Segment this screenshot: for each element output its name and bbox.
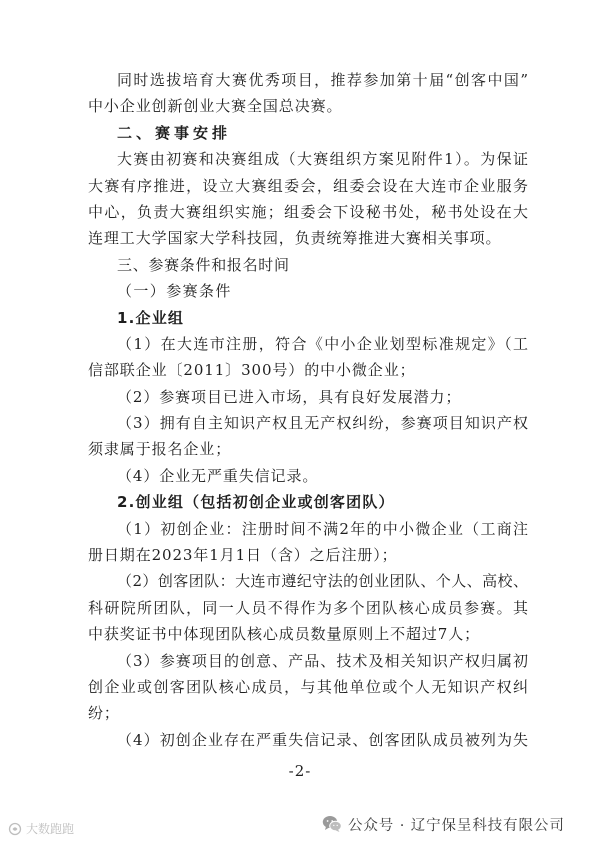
document-body [0, 67, 600, 753]
paragraph-line: 中小企业创新创业大赛全国总决赛。 [88, 97, 343, 116]
paragraph-line: 科研院所团队，同一人员不得作为多个团队核心成员参赛。其 [88, 598, 528, 617]
paragraph-line: 大赛由初赛和决赛组成（大赛组织方案见附件1）。为保证 [117, 150, 528, 169]
logo-icon [8, 821, 22, 835]
paragraph-line: （3）拥有自主知识产权且无产权纠纷，参赛项目知识产权 [117, 414, 528, 433]
group-heading: 1.企业组 [117, 308, 185, 327]
paragraph-line: 连理工大学国家大学科技园，负责统筹推进大赛相关事项。 [88, 229, 502, 248]
section-heading: 二、赛事安排 [117, 123, 232, 142]
paragraph-line: 创企业或创客团队核心成员，与其他单位或个人无知识产权纠 [88, 677, 528, 696]
paragraph-line: （1）在大连市注册，符合《中小企业划型标准规定》（工 [117, 334, 528, 353]
paragraph-line: 中获奖证书中体现团队核心成员数量原则上不超过7人； [88, 625, 481, 644]
account-watermark [322, 812, 565, 836]
paragraph-line: 纷； [88, 704, 120, 723]
paragraph-line: 大赛有序推进，设立大赛组委会，组委会设在大连市企业服务 [88, 176, 528, 195]
wechat-icon [322, 815, 342, 833]
subsection-heading: （一）参赛条件 [117, 282, 232, 301]
corner-watermark [8, 818, 74, 838]
paragraph-line: 须隶属于报名企业； [88, 440, 232, 459]
paragraph-line: 同时选拔培育大赛优秀项目，推荐参加第十届“创客中国” [117, 71, 528, 89]
page-number: -2- [288, 762, 312, 780]
paragraph-line: 信部联企业〔2011〕300号）的中小微企业； [88, 361, 416, 380]
paragraph-line: 中心，负责大赛组织实施；组委会下设秘书处，秘书处设在大 [88, 202, 528, 221]
group-heading: 2.创业组（包括初创企业或创客团队） [117, 493, 395, 512]
paragraph-line: （3）参赛项目的创意、产品、技术及相关知识产权归属初 [117, 651, 528, 670]
account-watermark-text: 公众号 · 辽宁保呈科技有限公司 [348, 817, 565, 834]
section-heading: 三、参赛条件和报名时间 [117, 255, 290, 274]
paragraph-line: （4）初创企业存在严重失信记录、创客团队成员被列为失 [117, 730, 528, 749]
paragraph-line: （2）参赛项目已进入市场，具有良好发展潜力； [117, 387, 462, 406]
paragraph-line: 册日期在2023年1月1日（含）之后注册）； [88, 546, 398, 565]
corner-watermark-text: 大数跑跑 [26, 821, 75, 836]
paragraph-line: （4）企业无严重失信记录。 [117, 466, 319, 485]
paragraph-line: （1）初创企业：注册时间不满2年的中小微企业（工商注 [117, 519, 528, 538]
paragraph-line: （2）创客团队：大连市遵纪守法的创业团队、个人、高校、 [117, 572, 528, 591]
